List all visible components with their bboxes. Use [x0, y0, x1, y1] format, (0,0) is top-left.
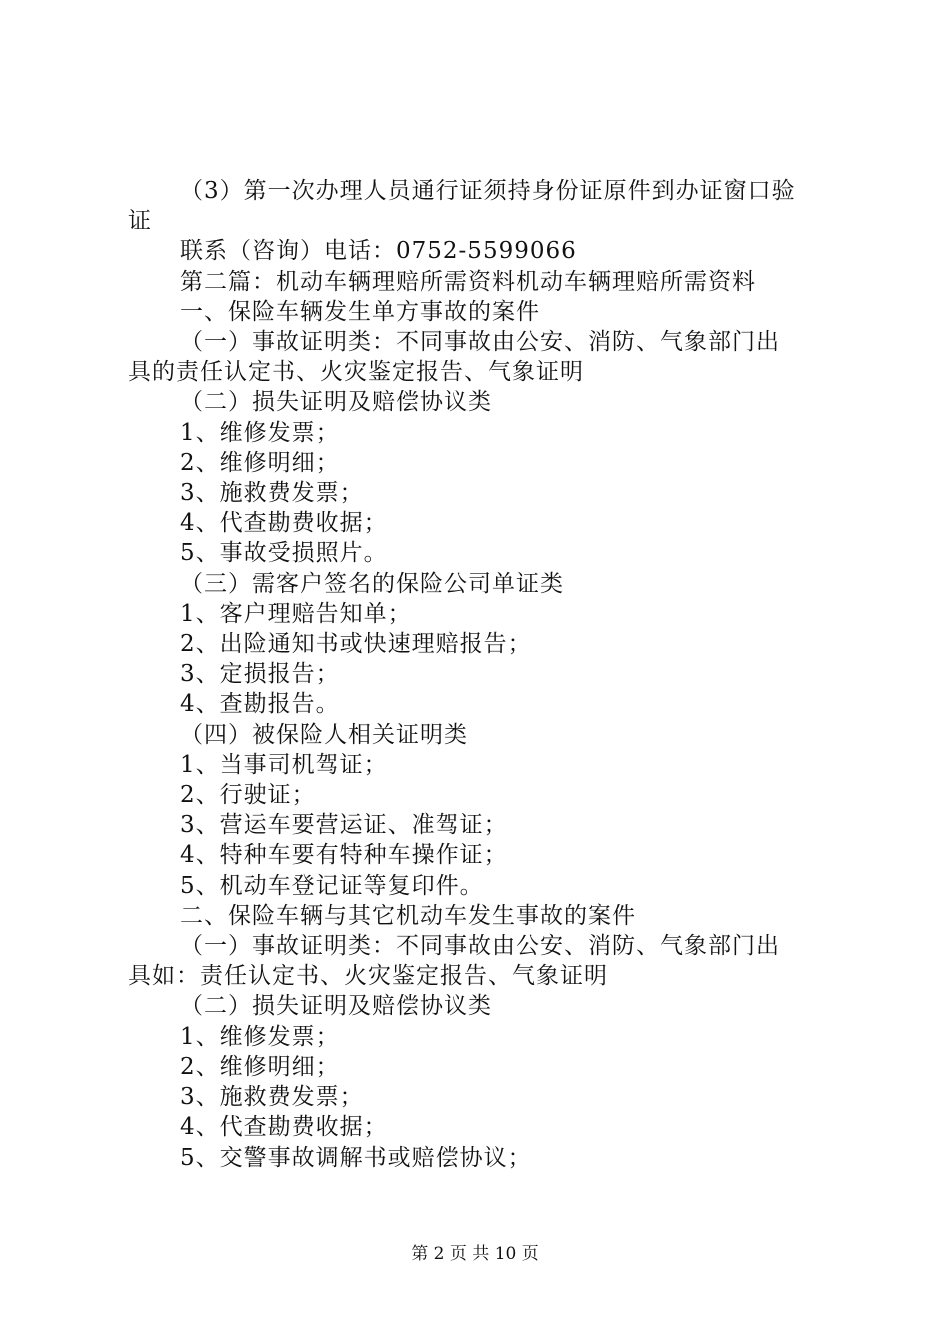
list-item: 3、施救费发票； [180, 480, 364, 507]
section-heading: 第二篇：机动车辆理赔所需资料机动车辆理赔所需资料 [180, 268, 756, 295]
paragraph-line: 具的责任认定书、火灾鉴定报告、气象证明 [128, 359, 584, 386]
list-item: 5、机动车登记证等复印件。 [180, 872, 484, 899]
list-item: 3、营运车要营运证、准驾证； [180, 812, 508, 839]
list-item: 2、维修明细； [180, 1053, 340, 1080]
subsection-heading: （四）被保险人相关证明类 [180, 721, 468, 748]
paragraph-line: （一）事故证明类：不同事故由公安、消防、气象部门出 [180, 933, 780, 960]
list-item: 5、交警事故调解书或赔偿协议； [180, 1144, 532, 1171]
paragraph-line: 具如：责任认定书、火灾鉴定报告、气象证明 [128, 963, 608, 990]
subsection-heading: （二）损失证明及赔偿协议类 [180, 993, 492, 1020]
list-item: 2、维修明细； [180, 449, 340, 476]
section-heading: 一、保险车辆发生单方事故的案件 [180, 298, 540, 325]
list-item: 1、客户理赔告知单； [180, 600, 412, 627]
list-item: 1、当事司机驾证； [180, 751, 388, 778]
paragraph-line: 证 [128, 208, 152, 235]
list-item: 2、出险通知书或快速理赔报告； [180, 631, 532, 658]
document-body [128, 176, 834, 1173]
list-item: 4、特种车要有特种车操作证； [180, 842, 508, 869]
page-number-footer: 第 2 页 共 10 页 [411, 1244, 539, 1264]
list-item: 3、定损报告； [180, 661, 340, 688]
list-item: 4、代查勘费收据； [180, 510, 388, 537]
subsection-heading: （三）需客户签名的保险公司单证类 [180, 570, 564, 597]
paragraph-line: 联系（咨询）电话：0752-5599066 [180, 238, 577, 265]
paragraph-line: （3）第一次办理人员通行证须持身份证原件到办证窗口验 [180, 178, 796, 204]
list-item: 4、查勘报告。 [180, 691, 340, 718]
list-item: 4、代查勘费收据； [180, 1114, 388, 1141]
subsection-heading: （二）损失证明及赔偿协议类 [180, 389, 492, 416]
paragraph-line: （一）事故证明类：不同事故由公安、消防、气象部门出 [180, 329, 780, 356]
list-item: 2、行驶证； [180, 782, 316, 809]
list-item: 1、维修发票； [180, 419, 340, 446]
list-item: 3、施救费发票； [180, 1084, 364, 1111]
list-item: 5、事故受损照片。 [180, 540, 388, 567]
list-item: 1、维修发票； [180, 1023, 340, 1050]
section-heading: 二、保险车辆与其它机动车发生事故的案件 [180, 902, 636, 929]
